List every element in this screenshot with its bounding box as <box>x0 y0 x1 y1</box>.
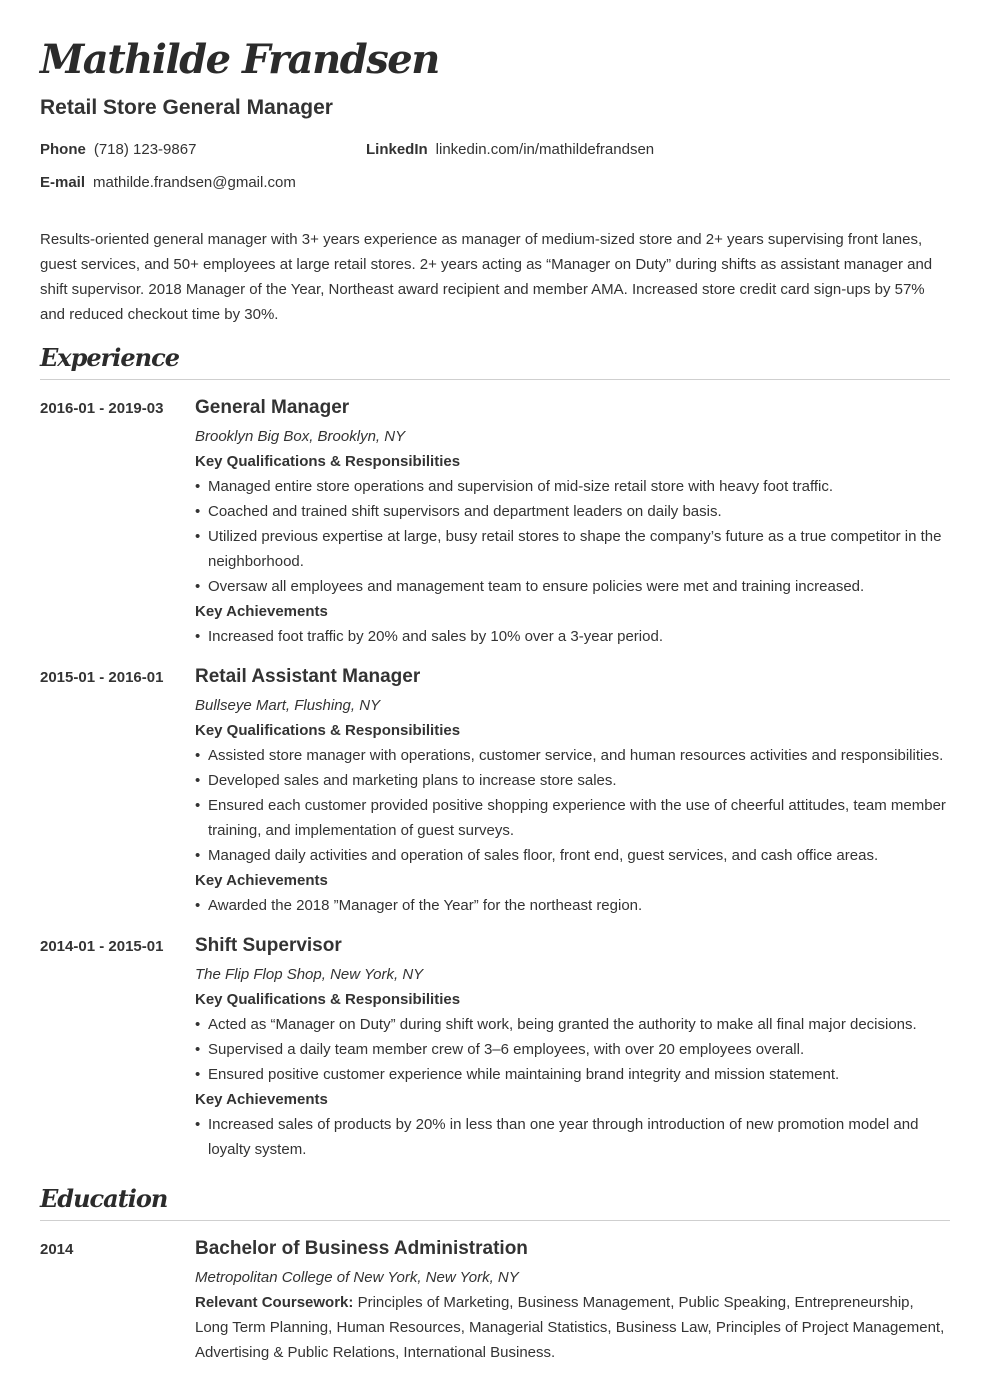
job-entry <box>40 663 950 918</box>
list-item: • Increased foot traffic by 20% and sales by 10% over a 3-year period. <box>195 624 950 649</box>
list-item: • Developed sales and marketing plans to increase store sales. <box>195 768 950 793</box>
job-role: Shift Supervisor <box>195 935 342 956</box>
list-item: • Acted as “Manager on Duty” during shift work, being granted the authority to make all final major decisions. <box>195 1012 950 1037</box>
job-role: General Manager <box>195 397 350 418</box>
job-dates: 2016-01 - 2019-03 <box>40 400 164 417</box>
contact-block <box>40 137 950 203</box>
education-year: 2014 <box>40 1241 74 1258</box>
list-item: • Utilized previous expertise at large, busy retail stores to shape the company’s future as a true competitor in the neighborhood. <box>195 524 950 574</box>
summary-paragraph: Results-oriented general manager with 3+ years experience as manager of medium-sized store and 2+ years supervising front lanes, guest services, and 50+ employees at large retail stores. 2+ years acting as “Manager on Duty” during shifts as assistant manager and shift supervisor. 2018 Manager of the Year, Northeast award recipient and member AMA. Increased store credit card sign-ups by 57% and reduced checkout time by 30%. <box>40 231 933 323</box>
achievements-list <box>195 1112 950 1162</box>
job-employer: Brooklyn Big Box, Brooklyn, NY <box>195 428 406 445</box>
job-entry <box>40 394 950 649</box>
coursework-label: Relevant Coursework: <box>195 1294 354 1311</box>
job-employer: Bullseye Mart, Flushing, NY <box>195 697 381 714</box>
achievements-list <box>195 624 950 649</box>
responsibilities-label: Key Qualifications & Responsibilities <box>195 722 461 739</box>
education-entry <box>40 1235 950 1365</box>
list-item: • Ensured positive customer experience while maintaining brand integrity and mission statement. <box>195 1062 950 1087</box>
contact-linkedin <box>366 137 654 162</box>
phone-label: Phone <box>40 141 86 158</box>
list-item: • Supervised a daily team member crew of 3–6 employees, with over 20 employees overall. <box>195 1037 950 1062</box>
phone-value[interactable]: (718) 123-9867 <box>93 141 197 158</box>
job-role: Retail Assistant Manager <box>195 666 421 687</box>
linkedin-label: LinkedIn <box>366 141 428 158</box>
linkedin-link[interactable]: linkedin.com/in/mathildefrandsen <box>435 141 655 158</box>
degree-title: Bachelor of Business Administration <box>195 1238 528 1259</box>
list-item: • Awarded the 2018 ”Manager of the Year” for the northeast region. <box>195 893 950 918</box>
achievements-list <box>195 893 950 918</box>
job-employer: The Flip Flop Shop, New York, NY <box>195 966 424 983</box>
list-item: • Oversaw all employees and management team to ensure policies were met and training increased. <box>195 574 950 599</box>
experience-heading: Experience <box>40 341 950 380</box>
candidate-name: Mathilde Frandsen <box>40 36 439 83</box>
responsibilities-list <box>195 474 950 599</box>
responsibilities-label: Key Qualifications & Responsibilities <box>195 991 461 1008</box>
achievements-label: Key Achievements <box>195 872 328 889</box>
email-link[interactable]: mathilde.frandsen@gmail.com <box>93 174 296 191</box>
list-item: • Managed daily activities and operation of sales floor, front end, guest services, and cash office areas. <box>195 843 950 868</box>
responsibilities-label: Key Qualifications & Responsibilities <box>195 453 461 470</box>
coursework-list: Principles of Marketing, Business Management, Public Speaking, Entrepreneurship, Long Term Planning, Human Resources, Managerial Statistics, Business Law, Principles of Project Management, Advertising & Public Relations, International Business. <box>195 1294 945 1361</box>
responsibilities-list <box>195 743 950 868</box>
job-entry <box>40 932 950 1162</box>
contact-email <box>40 170 296 195</box>
list-item: • Ensured each customer provided positive shopping experience with the use of cheerful attitudes, team member training, and implementation of guest surveys. <box>195 793 950 843</box>
contact-phone <box>40 137 196 162</box>
list-item: • Managed entire store operations and supervision of mid-size retail store with heavy foot traffic. <box>195 474 950 499</box>
email-label: E-mail <box>40 174 86 191</box>
list-item: • Increased sales of products by 20% in less than one year through introduction of new promotion model and loyalty system. <box>195 1112 950 1162</box>
coursework <box>195 1290 950 1365</box>
list-item: • Coached and trained shift supervisors and department leaders on daily basis. <box>195 499 950 524</box>
job-dates: 2014-01 - 2015-01 <box>40 938 164 955</box>
achievements-label: Key Achievements <box>195 603 328 620</box>
job-dates: 2015-01 - 2016-01 <box>40 669 164 686</box>
school-name: Metropolitan College of New York, New York, NY <box>195 1269 519 1286</box>
achievements-label: Key Achievements <box>195 1091 328 1108</box>
list-item: • Assisted store manager with operations, customer service, and human resources activities and responsibilities. <box>195 743 950 768</box>
job-title: Retail Store General Manager <box>40 96 333 119</box>
education-heading: Education <box>40 1182 950 1221</box>
responsibilities-list <box>195 1012 950 1087</box>
